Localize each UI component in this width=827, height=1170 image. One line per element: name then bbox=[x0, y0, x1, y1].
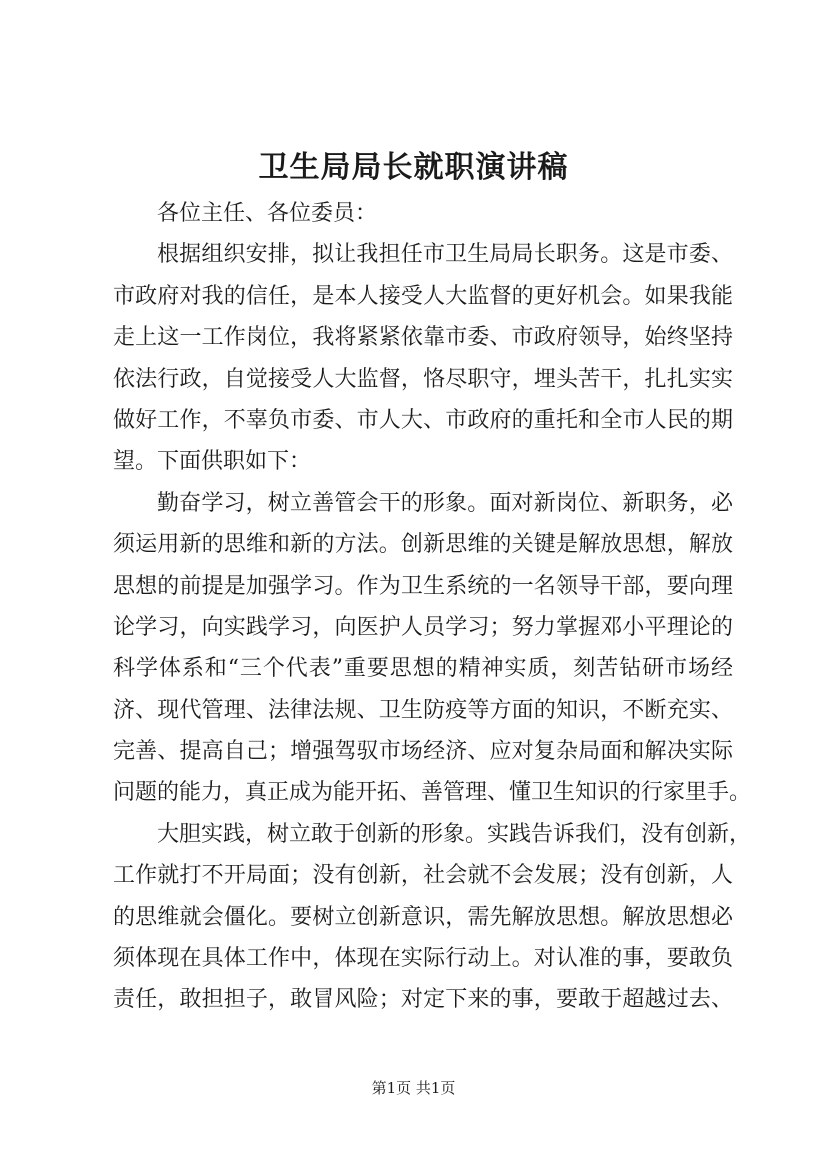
text-line: 做好工作，不辜负市委、市人大、市政府的重托和全市人民的期 bbox=[113, 407, 733, 433]
text-line: 根据组织安排，拟让我担任市卫生局局长职务。这是市委、 bbox=[157, 242, 733, 268]
text-line: 勤奋学习，树立善管会干的形象。面对新岗位、新职务，必 bbox=[157, 490, 733, 516]
text-line: 科学体系和“三个代表”重要思想的精神实质，刻苦钻研市场经 bbox=[113, 656, 733, 682]
text-line: 望。下面供职如下： bbox=[113, 449, 312, 475]
text-line: 走上这一工作岗位，我将紧紧依靠市委、市政府领导，始终坚持 bbox=[113, 325, 733, 351]
salutation bbox=[113, 193, 733, 234]
text-line: 须运用新的思维和新的方法。创新思维的关键是解放思想，解放 bbox=[113, 532, 733, 558]
text-line: 思想的前提是加强学习。作为卫生系统的一名领导干部，要向理 bbox=[113, 573, 733, 599]
page-footer: 第1页 共1页 bbox=[371, 1079, 456, 1097]
text-line: 市政府对我的信任，是本人接受人大监督的更好机会。如果我能 bbox=[113, 283, 733, 309]
text-line: 依法行政，自觉接受人大监督，恪尽职守，埋头苦干，扎扎实实 bbox=[113, 366, 733, 392]
text-line: 问题的能力，真正成为能开拓、善管理、懂卫生知识的行家里手。 bbox=[113, 780, 752, 806]
document-title: 卫生局局长就职演讲稿 bbox=[258, 150, 569, 185]
text-line: 工作就打不开局面；没有创新，社会就不会发展；没有创新，人 bbox=[113, 863, 733, 889]
text-line: 的思维就会僵化。要树立创新意识，需先解放思想。解放思想必 bbox=[113, 904, 733, 930]
text-line: 济、现代管理、法律法规、卫生防疫等方面的知识，不断充实、 bbox=[113, 697, 733, 723]
text-line: 完善、提高自己；增强驾驭市场经济、应对复杂局面和解决实际 bbox=[113, 739, 733, 765]
text-line: 须体现在具体工作中，体现在实际行动上。对认准的事，要敢负 bbox=[113, 946, 733, 972]
text-line: 责任，敢担担子，敢冒风险；对定下来的事，要敢于超越过去、 bbox=[113, 987, 733, 1013]
salutation-line: 各位主任、各位委员： bbox=[157, 201, 378, 226]
document-body bbox=[113, 193, 752, 1021]
text-line: 大胆实践，树立敢于创新的形象。实践告诉我们，没有创新， bbox=[157, 821, 752, 847]
text-line: 论学习，向实践学习，向医护人员学习；努力掌握邓小平理论的 bbox=[113, 614, 733, 640]
paragraph-1 bbox=[113, 234, 733, 482]
paragraph-3 bbox=[113, 814, 752, 1021]
paragraph-2 bbox=[113, 483, 752, 814]
